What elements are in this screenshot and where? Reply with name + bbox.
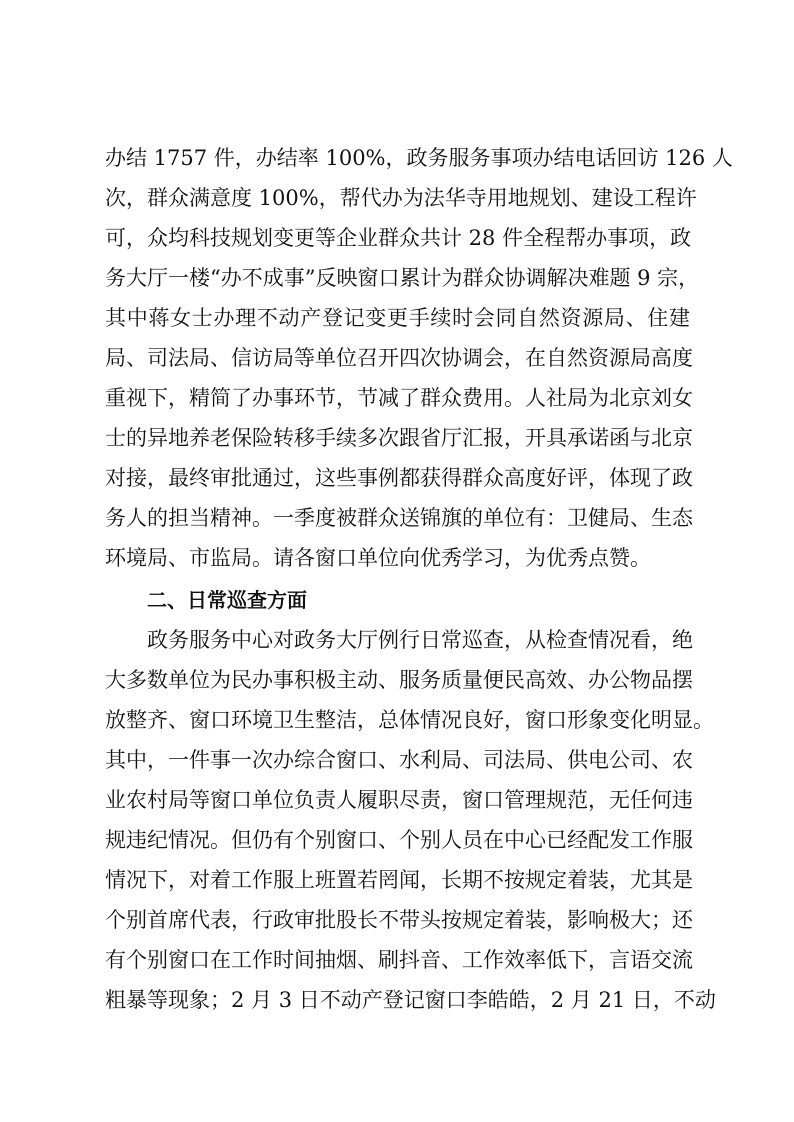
paragraph-line: 情况下，对着工作服上班置若罔闻，长期不按规定着装，尤其是 — [105, 868, 693, 892]
paragraph-line: 办结 1757 件，办结率 100%，政务服务事项办结电话回访 126 人 — [105, 146, 733, 170]
paragraph-line: 可，众均科技规划变更等企业群众共计 28 件全程帮办事项，政 — [105, 226, 692, 250]
paragraph-line: 其中，一件事一次办综合窗口、水利局、司法局、供电公司、农 — [105, 748, 693, 772]
paragraph-line: 次，群众满意度 100%，帮代办为法华寺用地规划、建设工程许 — [105, 186, 697, 210]
paragraph-line: 务人的担当精神。一季度被群众送锦旗的单位有：卫健局、生态 — [105, 506, 693, 530]
paragraph-line: 有个别窗口在工作时间抽烟、刷抖音、工作效率低下，言语交流 — [105, 948, 693, 972]
paragraph-line: 环境局、市监局。请各窗口单位向优秀学习，为优秀点赞。 — [105, 546, 651, 570]
paragraph-line: 粗暴等现象；2 月 3 日不动产登记窗口李皓皓，2 月 21 日，不动 — [105, 988, 716, 1012]
section-heading: 二、日常巡查方面 — [147, 588, 307, 612]
paragraph-line: 务大厅一楼“办不成事”反映窗口累计为群众协调解决难题 9 宗， — [105, 266, 700, 290]
paragraph-line: 业农村局等窗口单位负责人履职尽责，窗口管理规范，无任何违 — [105, 788, 693, 812]
paragraph-line: 对接，最终审批通过，这些事例都获得群众高度好评，体现了政 — [105, 466, 693, 490]
paragraph-line: 重视下，精简了办事环节，节减了群众费用。人社局为北京刘女 — [105, 386, 693, 410]
paragraph-line: 局、司法局、信访局等单位召开四次协调会，在自然资源局高度 — [105, 346, 693, 370]
paragraph-line: 其中蒋女士办理不动产登记变更手续时会同自然资源局、住建 — [105, 306, 690, 330]
paragraph-line: 放整齐、窗口环境卫生整洁，总体情况良好，窗口形象变化明显。 — [105, 708, 714, 732]
paragraph-line: 规违纪情况。但仍有个别窗口、个别人员在中心已经配发工作服 — [105, 828, 693, 852]
paragraph-first-line: 政务服务中心对政务大厅例行日常巡查，从检查情况看，绝 — [147, 628, 693, 652]
paragraph-line: 个别首席代表，行政审批股长不带头按规定着装，影响极大；还 — [105, 908, 693, 932]
paragraph-line: 士的异地养老保险转移手续多次跟省厅汇报，开具承诺函与北京 — [105, 426, 693, 450]
paragraph-line: 大多数单位为民办事积极主动、服务质量便民高效、办公物品摆 — [105, 668, 693, 692]
